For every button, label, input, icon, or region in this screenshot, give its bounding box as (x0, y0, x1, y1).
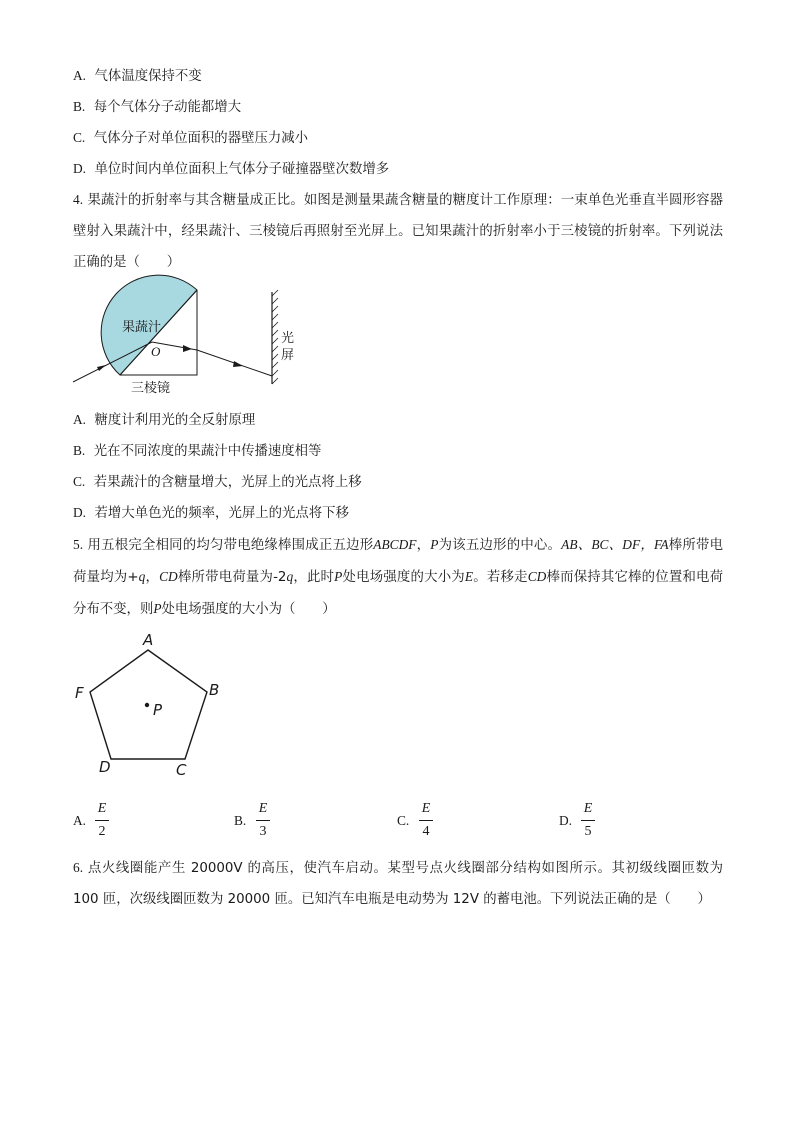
screen-label-1: 光 (281, 331, 295, 346)
fraction: E 4 (419, 800, 433, 841)
vertex-label-f: F (75, 684, 84, 702)
q4-stem: 4. 果蔬汁的折射率与其含糖量成正比。如图是测量果蔬含糖量的糖度计工作原理：一束单色光垂直半圆形容器壁射入果蔬汁中，经果蔬汁、三棱镜后再照射至光屏上。已知果蔬汁的折射率小于三棱镜的折射率。下列说法正确的是（ ） (73, 192, 724, 270)
fraction: E 5 (581, 800, 595, 841)
vertex-label-a: A (143, 631, 154, 649)
q6-stem: 6. 点火线圈能产生 20000V 的高压，使汽车启动。某型号点火线圈部分结构如图所示。其初级线圈匝数为 100 匝，次级线圈匝数为 20000 匝。已知汽车电瓶是电动势为 12V 的蓄电池。下列说法正确的是（ ） (73, 860, 723, 907)
center-label-p: P (153, 701, 163, 719)
q3-option-d: D. 单位时间内单位面积上气体分子碰撞器壁次数增多 (73, 161, 390, 177)
q4-option-b: B. 光在不同浓度的果蔬汁中传播速度相等 (73, 443, 322, 459)
q4-option-a: A. 糖度计利用光的全反射原理 (73, 412, 256, 428)
center-point-p (145, 703, 149, 707)
q5-stem: 5. 用五根完全相同的均匀带电绝缘棒围成正五边形ABCDF，P为该五边形的中心。AB、BC、DF，FA棒所带电荷量均为+q，CD棒所带电荷量为-2q，此时P处电场强度的大小为E。若移走CD棒而保持其它棒的位置和电荷分布不变，则P处电场强度的大小为（ ） (73, 537, 724, 617)
q4-option-c: C. 若果蔬汁的含糖量增大，光屏上的光点将上移 (73, 474, 362, 490)
q3-option-c: C. 气体分子对单位面积的器壁压力减小 (73, 130, 309, 146)
vertex-label-b: B (209, 681, 220, 699)
q3-option-b: B. 每个气体分子动能都增大 (73, 99, 242, 115)
fraction: E 2 (95, 800, 109, 841)
vertex-label-d: D (99, 758, 111, 776)
screen-label-2: 屏 (281, 348, 295, 363)
center-label-o: O (151, 344, 161, 359)
q3-option-a: A. 气体温度保持不变 (73, 68, 202, 84)
vertex-label-c: C (176, 761, 187, 779)
q4-option-d: D. 若增大单色光的频率，光屏上的光点将下移 (73, 505, 349, 521)
fraction: E 3 (256, 800, 270, 841)
juice-label: 果蔬汁 (122, 320, 162, 335)
prism-label: 三棱镜 (131, 381, 171, 396)
